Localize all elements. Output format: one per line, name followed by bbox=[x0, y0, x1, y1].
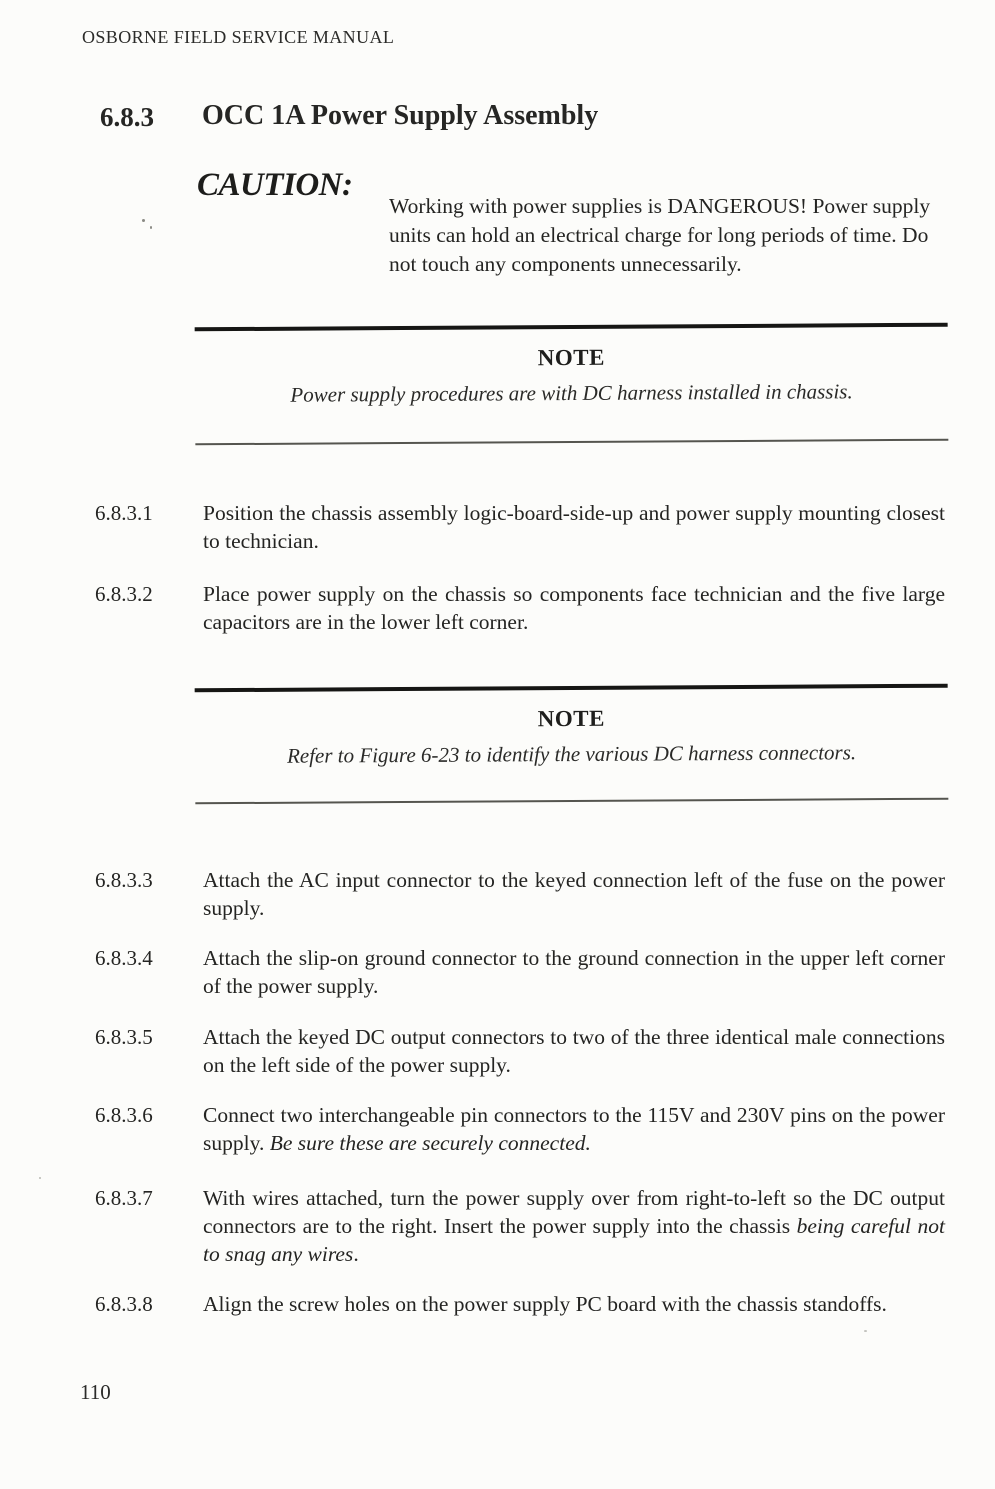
step-text: Attach the slip-on ground connector to the ground connection in the upper left corner of the power supply. bbox=[203, 946, 945, 998]
manual-header: OSBORNE FIELD SERVICE MANUAL bbox=[82, 27, 395, 47]
note-text: Power supply procedures are with DC harness installed in chassis. bbox=[290, 379, 853, 407]
step-item bbox=[95, 1184, 945, 1268]
scan-artifact bbox=[864, 1330, 867, 1332]
step-text: Connect two interchangeable pin connectors to the 115V and 230V pins on the power supply. Be sure these are securely connected. bbox=[203, 1103, 945, 1155]
note-text: Refer to Figure 6-23 to identify the various DC harness connectors. bbox=[286, 740, 857, 768]
step-number: 6.8.3.5 bbox=[95, 1025, 153, 1049]
step-number: 6.8.3.3 bbox=[95, 868, 153, 892]
step-number: 6.8.3.8 bbox=[95, 1292, 153, 1316]
note-title: NOTE bbox=[537, 705, 606, 732]
note-title: NOTE bbox=[537, 344, 606, 371]
step-item bbox=[95, 1290, 945, 1318]
step-number: 6.8.3.1 bbox=[95, 501, 153, 525]
step-number: 6.8.3.4 bbox=[95, 946, 153, 970]
step-text: Attach the AC input connector to the keyed connection left of the fuse on the power supply. bbox=[203, 868, 945, 920]
scan-artifact bbox=[39, 1177, 41, 1179]
section-number: 6.8.3 bbox=[100, 102, 154, 132]
step-number: 6.8.3.2 bbox=[95, 582, 153, 606]
step-text: With wires attached, turn the power supply over from right-to-left so the DC output connectors are to the right. Insert the power supply into the chassis being careful not to snag any wires. bbox=[203, 1186, 945, 1266]
note-block bbox=[195, 323, 949, 446]
step-item bbox=[95, 866, 945, 922]
step-item bbox=[95, 1101, 945, 1157]
scan-artifact bbox=[150, 226, 152, 229]
step-text: Align the screw holes on the power supply PC board with the chassis standoffs. bbox=[203, 1292, 887, 1316]
caution-text: Working with power supplies is DANGEROUS! Power supply units can hold an electrical charge for long periods of time. Do not touch any components unnecessarily. bbox=[389, 193, 931, 276]
step-item bbox=[95, 944, 945, 1000]
section-title: OCC 1A Power Supply Assembly bbox=[202, 100, 599, 131]
page-number: 110 bbox=[80, 1380, 111, 1404]
step-item bbox=[95, 499, 945, 555]
step-text: Attach the keyed DC output connectors to two of the three identical male connections on the left side of the power supply. bbox=[203, 1025, 945, 1077]
step-text: Place power supply on the chassis so components face technician and the five large capacitors are in the lower left corner. bbox=[203, 582, 945, 634]
note-block bbox=[195, 684, 949, 805]
step-item bbox=[95, 580, 945, 636]
step-item bbox=[95, 1023, 945, 1079]
scan-artifact bbox=[142, 219, 145, 222]
step-number: 6.8.3.7 bbox=[95, 1186, 153, 1210]
caution-label: CAUTION: bbox=[197, 167, 353, 203]
step-number: 6.8.3.6 bbox=[95, 1103, 153, 1127]
step-text: Position the chassis assembly logic-board-side-up and power supply mounting closest to technician. bbox=[203, 501, 945, 553]
